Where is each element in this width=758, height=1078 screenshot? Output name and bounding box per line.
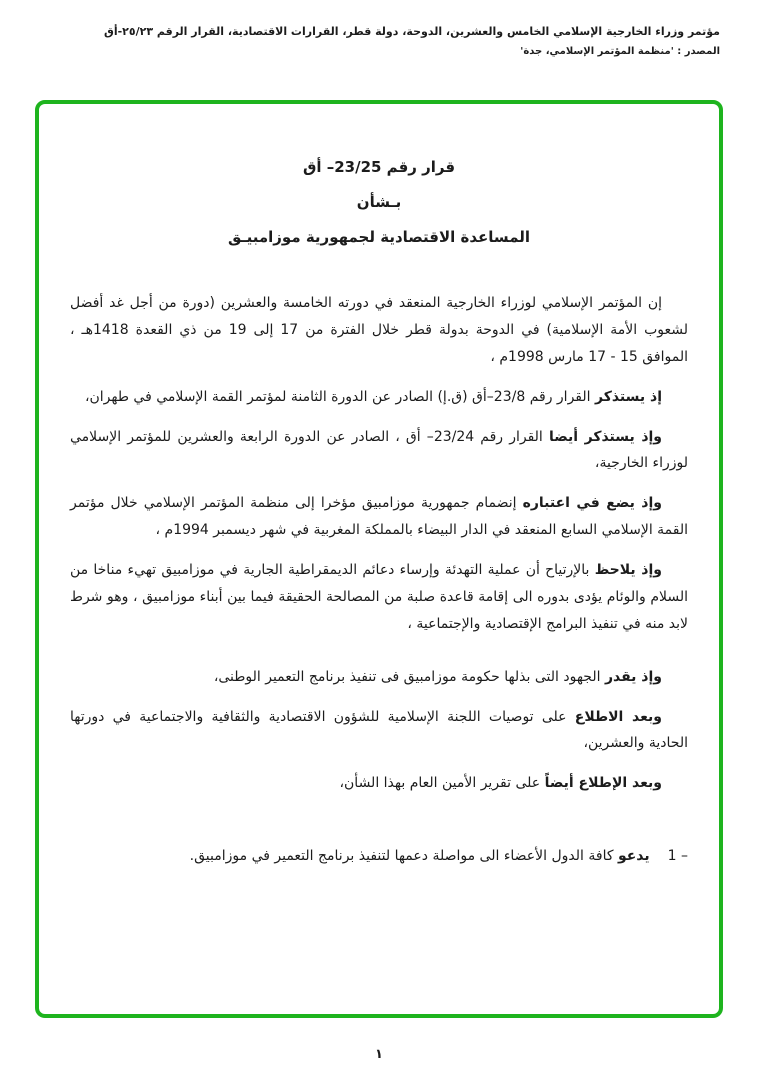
- paragraph-lead: وبعد الإطلاع أيضاً: [544, 775, 662, 792]
- resolution-subject-title: المساعدة الاقتصادية لجمهورية موزامبيـق: [227, 228, 531, 246]
- document-source-header: [38, 24, 720, 57]
- considering-paragraph: [70, 490, 688, 544]
- header-citation-line: مؤتمر وزراء الخارجية الإسلامي الخامس والعشرين، الدوحة، دولة قطر، القرارات الاقتصادية، القرار الرقم ٢٥/٢٣-أق: [103, 25, 720, 38]
- resolution-number-title: قرار رقم 23/25– أق: [302, 158, 456, 176]
- having-reviewed-also-paragraph: [70, 770, 688, 797]
- resolution-title-block: [70, 158, 688, 246]
- item-text: كافة الدول الأعضاء الى مواصلة دعمها لتنفيذ برنامج التعمير في موزامبيق.: [189, 848, 618, 865]
- paragraph-lead: إذ يستذكر: [594, 388, 662, 405]
- recalling-paragraph: [70, 384, 688, 411]
- having-reviewed-paragraph: [70, 704, 688, 758]
- resolution-operative-item: [70, 843, 688, 870]
- paragraph-text: إن المؤتمر الإسلامي لوزراء الخارجية المنعقد في دورته الخامسة والعشرين (دورة من أجل غد أفضل لشعوب الأمة الإسلامية) في الدوحة بدولة قطر خلال الفترة من 17 إلى 19 من ذي القعدة 1418هـ ، الموافق 15 - 17 مارس 1998م ،: [70, 295, 689, 365]
- paragraph-text: على تقرير الأمين العام بهذا الشأن،: [339, 775, 545, 792]
- paragraph-text: إنضمام جمهورية موزامبيق مؤخرا إلى منظمة المؤتمر الإسلامي خلال مؤتمر القمة الإسلامي السابع المنعقد في الدار البيضاء بالمملكة المغربية في شهر ديسمبر 1994م ،: [70, 495, 688, 539]
- header-source-line: المصدر : 'منظمة المؤتمر الإسلامي، جدة': [520, 45, 720, 57]
- document-body: [70, 158, 688, 884]
- paragraph-lead: وإذ يضع في اعتباره: [522, 495, 662, 512]
- paragraph-text: الجهود التى بذلها حكومة موزامبيق فى تنفيذ برنامج التعمير الوطنى،: [213, 668, 605, 685]
- paragraph-lead: وإذ يستذكر أيضا: [548, 428, 663, 445]
- resolution-subject-label: بـشأن: [356, 193, 402, 211]
- paragraph-lead: وإذ يقدر: [604, 668, 662, 685]
- preamble-paragraph: [70, 290, 688, 371]
- page-number: ١: [375, 1047, 383, 1062]
- paragraph-text: بالإرتياح أن عملية التهدئة وإرساء دعائم الديمقراطية الجارية في موزامبيق تهيء مناخا من السلام والوئام يؤدى بدوره الى إقامة قاعدة صلبة من المصالحة الحقيقة فيما بين أبناء موزامبيق ، وهو شرط لابد منه في تنفيذ البرامج الإقتصادية والإجتماعية ،: [70, 562, 688, 632]
- paragraph-text: القرار رقم 23/24– أق ، الصادر عن الدورة الرابعة والعشرين للمؤتمر الإسلامي لوزراء الخارجية،: [70, 428, 688, 472]
- noting-paragraph: [70, 557, 688, 638]
- paragraph-lead: وبعد الاطلاع: [574, 708, 662, 725]
- paragraph-text: القرار رقم 23/8–أق (ق.إ) الصادر عن الدورة الثامنة لمؤتمر القمة الإسلامي في طهران،: [84, 388, 595, 405]
- paragraph-lead: وإذ يلاحظ: [594, 562, 662, 578]
- appreciating-paragraph: [70, 664, 688, 691]
- item-lead: يدعو: [617, 848, 650, 865]
- paragraph-text: على توصيات اللجنة الإسلامية للشؤون الاقتصادية والثقافية والاجتماعية في دورتها الحادية والعشرين،: [70, 708, 688, 752]
- recalling-also-paragraph: [70, 424, 688, 478]
- item-number: 1 –: [667, 848, 688, 865]
